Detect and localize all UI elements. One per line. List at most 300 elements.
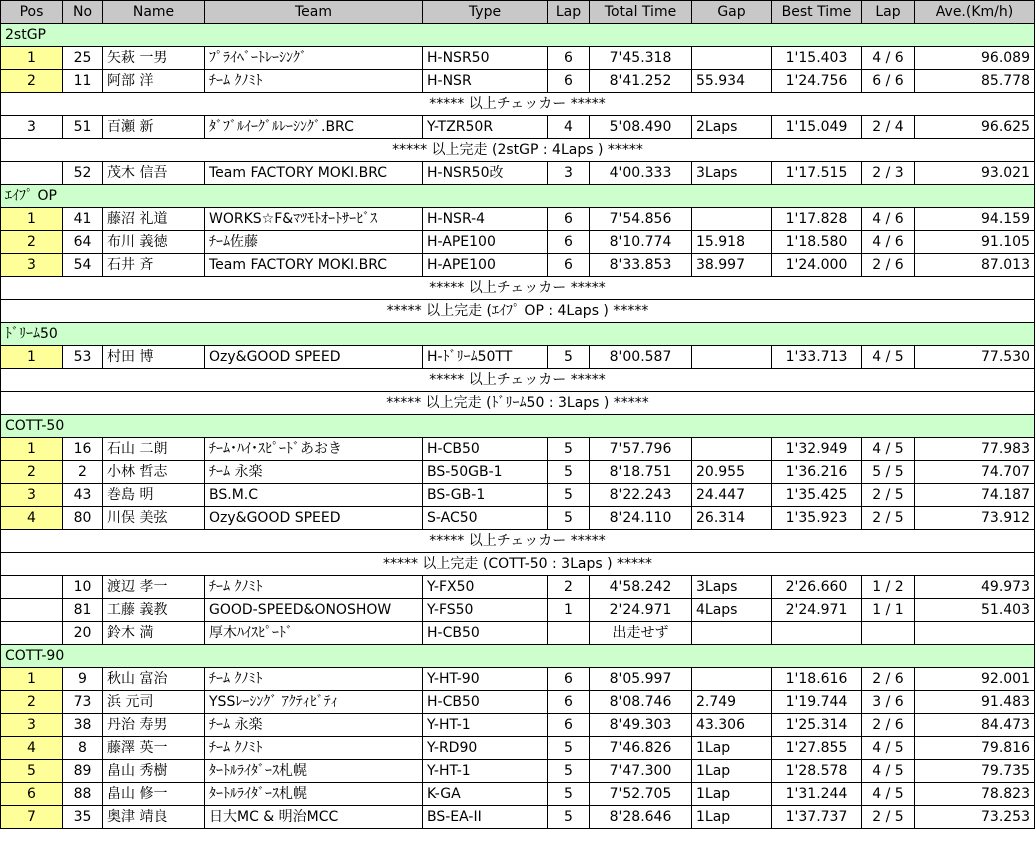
cell-name: 巻島 明 bbox=[103, 484, 205, 507]
cell-type: H-CB50 bbox=[423, 691, 548, 714]
cell-type: Y-FX50 bbox=[423, 576, 548, 599]
cell-pos: 3 bbox=[1, 714, 63, 737]
cell-average-speed: 73.912 bbox=[915, 507, 1035, 530]
cell-pos: 1 bbox=[1, 668, 63, 691]
cell-average-speed: 87.013 bbox=[915, 254, 1035, 277]
col-total-time: Total Time bbox=[590, 1, 692, 24]
cell-team: ﾁｰﾑ ｸﾉﾐﾄ bbox=[205, 668, 423, 691]
cell-lap: 6 bbox=[548, 208, 590, 231]
cell-average-speed: 84.473 bbox=[915, 714, 1035, 737]
cell-gap: 1Lap bbox=[692, 806, 772, 829]
cell-average-speed: 78.823 bbox=[915, 783, 1035, 806]
cell-best-lap: 1 / 2 bbox=[862, 576, 915, 599]
cell-total-time: 2'24.971 bbox=[590, 599, 692, 622]
cell-total-time: 8'24.110 bbox=[590, 507, 692, 530]
cell-type: H-NSR50 bbox=[423, 47, 548, 70]
table-row bbox=[1, 668, 1035, 691]
cell-total-time: 4'58.242 bbox=[590, 576, 692, 599]
cell-gap: 1Lap bbox=[692, 783, 772, 806]
cell-average-speed: 93.021 bbox=[915, 162, 1035, 185]
notice-text: ***** 以上完走 (COTT-50 : 3Laps ) ***** bbox=[1, 553, 1035, 576]
table-row bbox=[1, 783, 1035, 806]
cell-team: Ozy&GOOD SPEED bbox=[205, 507, 423, 530]
table-row bbox=[1, 691, 1035, 714]
cell-name: 畠山 秀樹 bbox=[103, 760, 205, 783]
cell-name: 浜 元司 bbox=[103, 691, 205, 714]
table-row bbox=[1, 116, 1035, 139]
cell-average-speed: 96.089 bbox=[915, 47, 1035, 70]
cell-average-speed: 51.403 bbox=[915, 599, 1035, 622]
table-header bbox=[1, 1, 1035, 24]
class-label: COTT-50 bbox=[1, 415, 1035, 438]
cell-no: 89 bbox=[63, 760, 103, 783]
cell-lap: 2 bbox=[548, 576, 590, 599]
cell-no: 64 bbox=[63, 231, 103, 254]
cell-pos: 7 bbox=[1, 806, 63, 829]
cell-best-time: 1'18.616 bbox=[772, 668, 862, 691]
cell-team: ﾀｰﾄﾙﾗｲﾀﾞｰｽ札幌 bbox=[205, 760, 423, 783]
cell-team: 厚木ﾊｲｽﾋﾟｰﾄﾞ bbox=[205, 622, 423, 645]
notice-text: ***** 以上完走 (ｴｲﾌﾟ OP : 4Laps ) ***** bbox=[1, 300, 1035, 323]
cell-pos: 3 bbox=[1, 254, 63, 277]
col-type: Type bbox=[423, 1, 548, 24]
cell-type: BS-GB-1 bbox=[423, 484, 548, 507]
cell-best-time: 1'15.403 bbox=[772, 47, 862, 70]
cell-best-lap: 4 / 6 bbox=[862, 231, 915, 254]
notice-text: ***** 以上完走 (2stGP : 4Laps ) ***** bbox=[1, 139, 1035, 162]
cell-type: K-GA bbox=[423, 783, 548, 806]
cell-no: 81 bbox=[63, 599, 103, 622]
cell-best-lap: 4 / 5 bbox=[862, 346, 915, 369]
cell-best-lap: 2 / 3 bbox=[862, 162, 915, 185]
cell-pos bbox=[1, 622, 63, 645]
cell-lap: 5 bbox=[548, 438, 590, 461]
cell-name: 藤澤 英一 bbox=[103, 737, 205, 760]
cell-pos: 2 bbox=[1, 691, 63, 714]
cell-total-time: 5'08.490 bbox=[590, 116, 692, 139]
cell-lap: 5 bbox=[548, 507, 590, 530]
cell-best-lap: 4 / 6 bbox=[862, 208, 915, 231]
class-header-row bbox=[1, 415, 1035, 438]
cell-no: 43 bbox=[63, 484, 103, 507]
cell-team: ﾁｰﾑ ｸﾉﾐﾄ bbox=[205, 70, 423, 93]
table-row bbox=[1, 760, 1035, 783]
cell-lap: 6 bbox=[548, 47, 590, 70]
cell-average-speed: 49.973 bbox=[915, 576, 1035, 599]
cell-best-time: 1'19.744 bbox=[772, 691, 862, 714]
cell-average-speed: 91.483 bbox=[915, 691, 1035, 714]
cell-team: ﾌﾟﾗｲﾍﾞｰﾄﾚｰｼﾝｸﾞ bbox=[205, 47, 423, 70]
cell-best-lap: 2 / 6 bbox=[862, 714, 915, 737]
notice-row bbox=[1, 277, 1035, 300]
cell-no: 11 bbox=[63, 70, 103, 93]
cell-pos: 4 bbox=[1, 737, 63, 760]
class-label: ｴｲﾌﾟ OP bbox=[1, 185, 1035, 208]
cell-total-time: 出走せず bbox=[590, 622, 692, 645]
cell-gap bbox=[692, 668, 772, 691]
cell-name: 村田 博 bbox=[103, 346, 205, 369]
cell-lap: 5 bbox=[548, 806, 590, 829]
cell-team: Team FACTORY MOKI.BRC bbox=[205, 254, 423, 277]
cell-average-speed: 74.707 bbox=[915, 461, 1035, 484]
cell-gap bbox=[692, 438, 772, 461]
cell-lap: 5 bbox=[548, 760, 590, 783]
class-header-row bbox=[1, 24, 1035, 47]
cell-pos: 2 bbox=[1, 461, 63, 484]
cell-no: 2 bbox=[63, 461, 103, 484]
cell-no: 9 bbox=[63, 668, 103, 691]
table-row bbox=[1, 576, 1035, 599]
cell-gap: 2.749 bbox=[692, 691, 772, 714]
cell-average-speed: 79.816 bbox=[915, 737, 1035, 760]
cell-total-time: 8'33.853 bbox=[590, 254, 692, 277]
cell-best-lap: 4 / 5 bbox=[862, 438, 915, 461]
cell-lap: 3 bbox=[548, 162, 590, 185]
cell-best-lap: 2 / 4 bbox=[862, 116, 915, 139]
cell-pos: 6 bbox=[1, 783, 63, 806]
cell-name: 阿部 洋 bbox=[103, 70, 205, 93]
notice-row bbox=[1, 139, 1035, 162]
cell-total-time: 8'49.303 bbox=[590, 714, 692, 737]
cell-gap bbox=[692, 622, 772, 645]
cell-total-time: 8'08.746 bbox=[590, 691, 692, 714]
col-best-lap: Lap bbox=[862, 1, 915, 24]
cell-best-time: 1'24.000 bbox=[772, 254, 862, 277]
cell-name: 百瀬 新 bbox=[103, 116, 205, 139]
table-row bbox=[1, 231, 1035, 254]
cell-average-speed: 77.530 bbox=[915, 346, 1035, 369]
cell-gap: 4Laps bbox=[692, 599, 772, 622]
cell-gap: 3Laps bbox=[692, 576, 772, 599]
cell-best-time: 2'24.971 bbox=[772, 599, 862, 622]
col-team: Team bbox=[205, 1, 423, 24]
cell-type: H-NSR-4 bbox=[423, 208, 548, 231]
cell-best-time: 2'26.660 bbox=[772, 576, 862, 599]
cell-total-time: 4'00.333 bbox=[590, 162, 692, 185]
cell-type: Y-HT-1 bbox=[423, 760, 548, 783]
cell-total-time: 7'54.856 bbox=[590, 208, 692, 231]
cell-type: H-CB50 bbox=[423, 438, 548, 461]
cell-pos: 3 bbox=[1, 484, 63, 507]
notice-row bbox=[1, 530, 1035, 553]
cell-total-time: 7'46.826 bbox=[590, 737, 692, 760]
cell-no: 38 bbox=[63, 714, 103, 737]
cell-best-time: 1'27.855 bbox=[772, 737, 862, 760]
cell-average-speed: 74.187 bbox=[915, 484, 1035, 507]
cell-type: Y-FS50 bbox=[423, 599, 548, 622]
cell-name: 藤沼 礼道 bbox=[103, 208, 205, 231]
cell-best-lap: 1 / 1 bbox=[862, 599, 915, 622]
col-average-speed: Ave.(Km/h) bbox=[915, 1, 1035, 24]
cell-gap: 26.314 bbox=[692, 507, 772, 530]
cell-gap bbox=[692, 47, 772, 70]
cell-no: 73 bbox=[63, 691, 103, 714]
table-row bbox=[1, 162, 1035, 185]
cell-average-speed: 77.983 bbox=[915, 438, 1035, 461]
cell-lap: 5 bbox=[548, 461, 590, 484]
cell-best-lap: 4 / 5 bbox=[862, 737, 915, 760]
cell-no: 25 bbox=[63, 47, 103, 70]
cell-total-time: 7'47.300 bbox=[590, 760, 692, 783]
cell-best-lap bbox=[862, 622, 915, 645]
cell-name: 石山 二朗 bbox=[103, 438, 205, 461]
cell-no: 41 bbox=[63, 208, 103, 231]
cell-pos: 1 bbox=[1, 208, 63, 231]
table-row bbox=[1, 346, 1035, 369]
cell-average-speed: 85.778 bbox=[915, 70, 1035, 93]
cell-lap: 5 bbox=[548, 484, 590, 507]
cell-lap: 6 bbox=[548, 254, 590, 277]
col-name: Name bbox=[103, 1, 205, 24]
cell-type: H-NSR bbox=[423, 70, 548, 93]
notice-row bbox=[1, 93, 1035, 116]
cell-lap: 4 bbox=[548, 116, 590, 139]
cell-no: 10 bbox=[63, 576, 103, 599]
cell-pos bbox=[1, 576, 63, 599]
cell-name: 布川 義徳 bbox=[103, 231, 205, 254]
cell-gap: 1Lap bbox=[692, 737, 772, 760]
cell-team: WORKS☆F&ﾏﾂﾓﾄｵｰﾄｻｰﾋﾞｽ bbox=[205, 208, 423, 231]
cell-best-lap: 2 / 5 bbox=[862, 507, 915, 530]
notice-text: ***** 以上完走 (ﾄﾞﾘｰﾑ50 : 3Laps ) ***** bbox=[1, 392, 1035, 415]
cell-team: GOOD-SPEED&ONOSHOW bbox=[205, 599, 423, 622]
cell-team: Ozy&GOOD SPEED bbox=[205, 346, 423, 369]
cell-lap bbox=[548, 622, 590, 645]
cell-total-time: 8'00.587 bbox=[590, 346, 692, 369]
cell-type: H-NSR50改 bbox=[423, 162, 548, 185]
col-pos: Pos bbox=[1, 1, 63, 24]
cell-best-time: 1'37.737 bbox=[772, 806, 862, 829]
cell-name: 川俣 美弦 bbox=[103, 507, 205, 530]
cell-name: 工藤 義教 bbox=[103, 599, 205, 622]
table-row bbox=[1, 461, 1035, 484]
cell-best-lap: 5 / 5 bbox=[862, 461, 915, 484]
notice-row bbox=[1, 553, 1035, 576]
cell-best-lap: 4 / 5 bbox=[862, 760, 915, 783]
cell-total-time: 8'05.997 bbox=[590, 668, 692, 691]
table-row bbox=[1, 47, 1035, 70]
cell-name: 渡辺 孝一 bbox=[103, 576, 205, 599]
cell-gap bbox=[692, 208, 772, 231]
cell-pos: 4 bbox=[1, 507, 63, 530]
cell-pos: 5 bbox=[1, 760, 63, 783]
class-header-row bbox=[1, 185, 1035, 208]
cell-team: Team FACTORY MOKI.BRC bbox=[205, 162, 423, 185]
cell-best-time: 1'35.425 bbox=[772, 484, 862, 507]
cell-team: ﾁｰﾑ 永楽 bbox=[205, 461, 423, 484]
cell-pos: 3 bbox=[1, 116, 63, 139]
cell-best-lap: 2 / 5 bbox=[862, 484, 915, 507]
col-best-time: Best Time bbox=[772, 1, 862, 24]
cell-lap: 1 bbox=[548, 599, 590, 622]
cell-team: ﾁｰﾑ ｸﾉﾐﾄ bbox=[205, 576, 423, 599]
cell-team: YSSﾚｰｼﾝｸﾞ ｱｸﾃｨﾋﾞﾃｨ bbox=[205, 691, 423, 714]
cell-gap: 38.997 bbox=[692, 254, 772, 277]
cell-type: Y-HT-90 bbox=[423, 668, 548, 691]
cell-best-time bbox=[772, 622, 862, 645]
cell-gap: 55.934 bbox=[692, 70, 772, 93]
table-row bbox=[1, 599, 1035, 622]
cell-pos: 1 bbox=[1, 47, 63, 70]
cell-best-lap: 4 / 6 bbox=[862, 47, 915, 70]
cell-best-lap: 2 / 6 bbox=[862, 254, 915, 277]
cell-gap: 24.447 bbox=[692, 484, 772, 507]
cell-no: 16 bbox=[63, 438, 103, 461]
cell-gap: 3Laps bbox=[692, 162, 772, 185]
cell-best-time: 1'31.244 bbox=[772, 783, 862, 806]
cell-lap: 5 bbox=[548, 783, 590, 806]
notice-row bbox=[1, 369, 1035, 392]
class-header-row bbox=[1, 323, 1035, 346]
class-label: COTT-90 bbox=[1, 645, 1035, 668]
cell-name: 鈴木 満 bbox=[103, 622, 205, 645]
cell-best-lap: 2 / 5 bbox=[862, 806, 915, 829]
cell-type: BS-50GB-1 bbox=[423, 461, 548, 484]
notice-text: ***** 以上チェッカー ***** bbox=[1, 530, 1035, 553]
cell-gap: 1Lap bbox=[692, 760, 772, 783]
class-header-row bbox=[1, 645, 1035, 668]
cell-gap: 15.918 bbox=[692, 231, 772, 254]
cell-pos: 1 bbox=[1, 438, 63, 461]
cell-lap: 6 bbox=[548, 668, 590, 691]
cell-no: 52 bbox=[63, 162, 103, 185]
cell-type: S-AC50 bbox=[423, 507, 548, 530]
col-no: No bbox=[63, 1, 103, 24]
cell-total-time: 7'57.796 bbox=[590, 438, 692, 461]
cell-type: BS-EA-II bbox=[423, 806, 548, 829]
cell-lap: 6 bbox=[548, 691, 590, 714]
table-row bbox=[1, 714, 1035, 737]
cell-gap bbox=[692, 346, 772, 369]
cell-best-time: 1'18.580 bbox=[772, 231, 862, 254]
cell-best-lap: 6 / 6 bbox=[862, 70, 915, 93]
cell-average-speed: 96.625 bbox=[915, 116, 1035, 139]
cell-team: ﾁｰﾑ ｸﾉﾐﾄ bbox=[205, 737, 423, 760]
cell-type: H-APE100 bbox=[423, 254, 548, 277]
cell-pos: 2 bbox=[1, 231, 63, 254]
cell-name: 茂木 信吾 bbox=[103, 162, 205, 185]
cell-name: 矢萩 一男 bbox=[103, 47, 205, 70]
cell-best-time: 1'17.515 bbox=[772, 162, 862, 185]
cell-best-time: 1'25.314 bbox=[772, 714, 862, 737]
cell-total-time: 8'22.243 bbox=[590, 484, 692, 507]
results-body bbox=[1, 24, 1035, 829]
cell-team: BS.M.C bbox=[205, 484, 423, 507]
cell-gap: 20.955 bbox=[692, 461, 772, 484]
cell-no: 20 bbox=[63, 622, 103, 645]
cell-average-speed: 92.001 bbox=[915, 668, 1035, 691]
notice-row bbox=[1, 300, 1035, 323]
table-row bbox=[1, 70, 1035, 93]
cell-type: Y-RD90 bbox=[423, 737, 548, 760]
table-row bbox=[1, 737, 1035, 760]
cell-no: 8 bbox=[63, 737, 103, 760]
cell-team: ﾁｰﾑ･ﾊｲ･ｽﾋﾟｰﾄﾞあおき bbox=[205, 438, 423, 461]
cell-name: 畠山 修一 bbox=[103, 783, 205, 806]
col-lap: Lap bbox=[548, 1, 590, 24]
cell-no: 53 bbox=[63, 346, 103, 369]
cell-best-lap: 4 / 5 bbox=[862, 783, 915, 806]
cell-no: 88 bbox=[63, 783, 103, 806]
cell-best-time: 1'36.216 bbox=[772, 461, 862, 484]
table-row bbox=[1, 254, 1035, 277]
table-row bbox=[1, 484, 1035, 507]
col-gap: Gap bbox=[692, 1, 772, 24]
table-row bbox=[1, 622, 1035, 645]
cell-lap: 5 bbox=[548, 346, 590, 369]
cell-name: 奥津 靖良 bbox=[103, 806, 205, 829]
cell-no: 54 bbox=[63, 254, 103, 277]
cell-pos: 1 bbox=[1, 346, 63, 369]
class-label: 2stGP bbox=[1, 24, 1035, 47]
cell-best-lap: 2 / 6 bbox=[862, 668, 915, 691]
table-row bbox=[1, 507, 1035, 530]
cell-best-time: 1'15.049 bbox=[772, 116, 862, 139]
cell-name: 石井 斉 bbox=[103, 254, 205, 277]
cell-team: 日大MC & 明治MCC bbox=[205, 806, 423, 829]
table-row bbox=[1, 208, 1035, 231]
cell-best-time: 1'33.713 bbox=[772, 346, 862, 369]
cell-average-speed: 91.105 bbox=[915, 231, 1035, 254]
cell-lap: 5 bbox=[548, 737, 590, 760]
cell-lap: 6 bbox=[548, 714, 590, 737]
cell-type: Y-HT-1 bbox=[423, 714, 548, 737]
cell-average-speed: 73.253 bbox=[915, 806, 1035, 829]
cell-pos bbox=[1, 599, 63, 622]
cell-no: 51 bbox=[63, 116, 103, 139]
cell-pos: 2 bbox=[1, 70, 63, 93]
cell-name: 秋山 富治 bbox=[103, 668, 205, 691]
cell-best-time: 1'35.923 bbox=[772, 507, 862, 530]
cell-gap: 2Laps bbox=[692, 116, 772, 139]
cell-team: ﾀｰﾄﾙﾗｲﾀﾞｰｽ札幌 bbox=[205, 783, 423, 806]
cell-no: 35 bbox=[63, 806, 103, 829]
cell-total-time: 7'45.318 bbox=[590, 47, 692, 70]
cell-total-time: 8'10.774 bbox=[590, 231, 692, 254]
cell-total-time: 8'28.646 bbox=[590, 806, 692, 829]
cell-team: ﾁｰﾑ 永楽 bbox=[205, 714, 423, 737]
cell-best-time: 1'24.756 bbox=[772, 70, 862, 93]
notice-text: ***** 以上チェッカー ***** bbox=[1, 277, 1035, 300]
cell-total-time: 7'52.705 bbox=[590, 783, 692, 806]
cell-team: ﾁｰﾑ佐藤 bbox=[205, 231, 423, 254]
cell-type: H-ﾄﾞﾘｰﾑ50TT bbox=[423, 346, 548, 369]
cell-best-time: 1'28.578 bbox=[772, 760, 862, 783]
cell-type: H-APE100 bbox=[423, 231, 548, 254]
cell-best-time: 1'17.828 bbox=[772, 208, 862, 231]
cell-best-lap: 3 / 6 bbox=[862, 691, 915, 714]
cell-pos bbox=[1, 162, 63, 185]
cell-team: ﾀﾞﾌﾞﾙｲｰｸﾞﾙﾚｰｼﾝｸﾞ.BRC bbox=[205, 116, 423, 139]
table-row bbox=[1, 806, 1035, 829]
cell-gap: 43.306 bbox=[692, 714, 772, 737]
cell-best-time: 1'32.949 bbox=[772, 438, 862, 461]
notice-text: ***** 以上チェッカー ***** bbox=[1, 93, 1035, 116]
cell-average-speed bbox=[915, 622, 1035, 645]
cell-no: 80 bbox=[63, 507, 103, 530]
cell-type: H-CB50 bbox=[423, 622, 548, 645]
notice-text: ***** 以上チェッカー ***** bbox=[1, 369, 1035, 392]
cell-name: 小林 哲志 bbox=[103, 461, 205, 484]
cell-name: 丹治 寿男 bbox=[103, 714, 205, 737]
cell-lap: 6 bbox=[548, 231, 590, 254]
cell-total-time: 8'41.252 bbox=[590, 70, 692, 93]
cell-type: Y-TZR50R bbox=[423, 116, 548, 139]
cell-average-speed: 94.159 bbox=[915, 208, 1035, 231]
cell-total-time: 8'18.751 bbox=[590, 461, 692, 484]
table-row bbox=[1, 438, 1035, 461]
cell-average-speed: 79.735 bbox=[915, 760, 1035, 783]
